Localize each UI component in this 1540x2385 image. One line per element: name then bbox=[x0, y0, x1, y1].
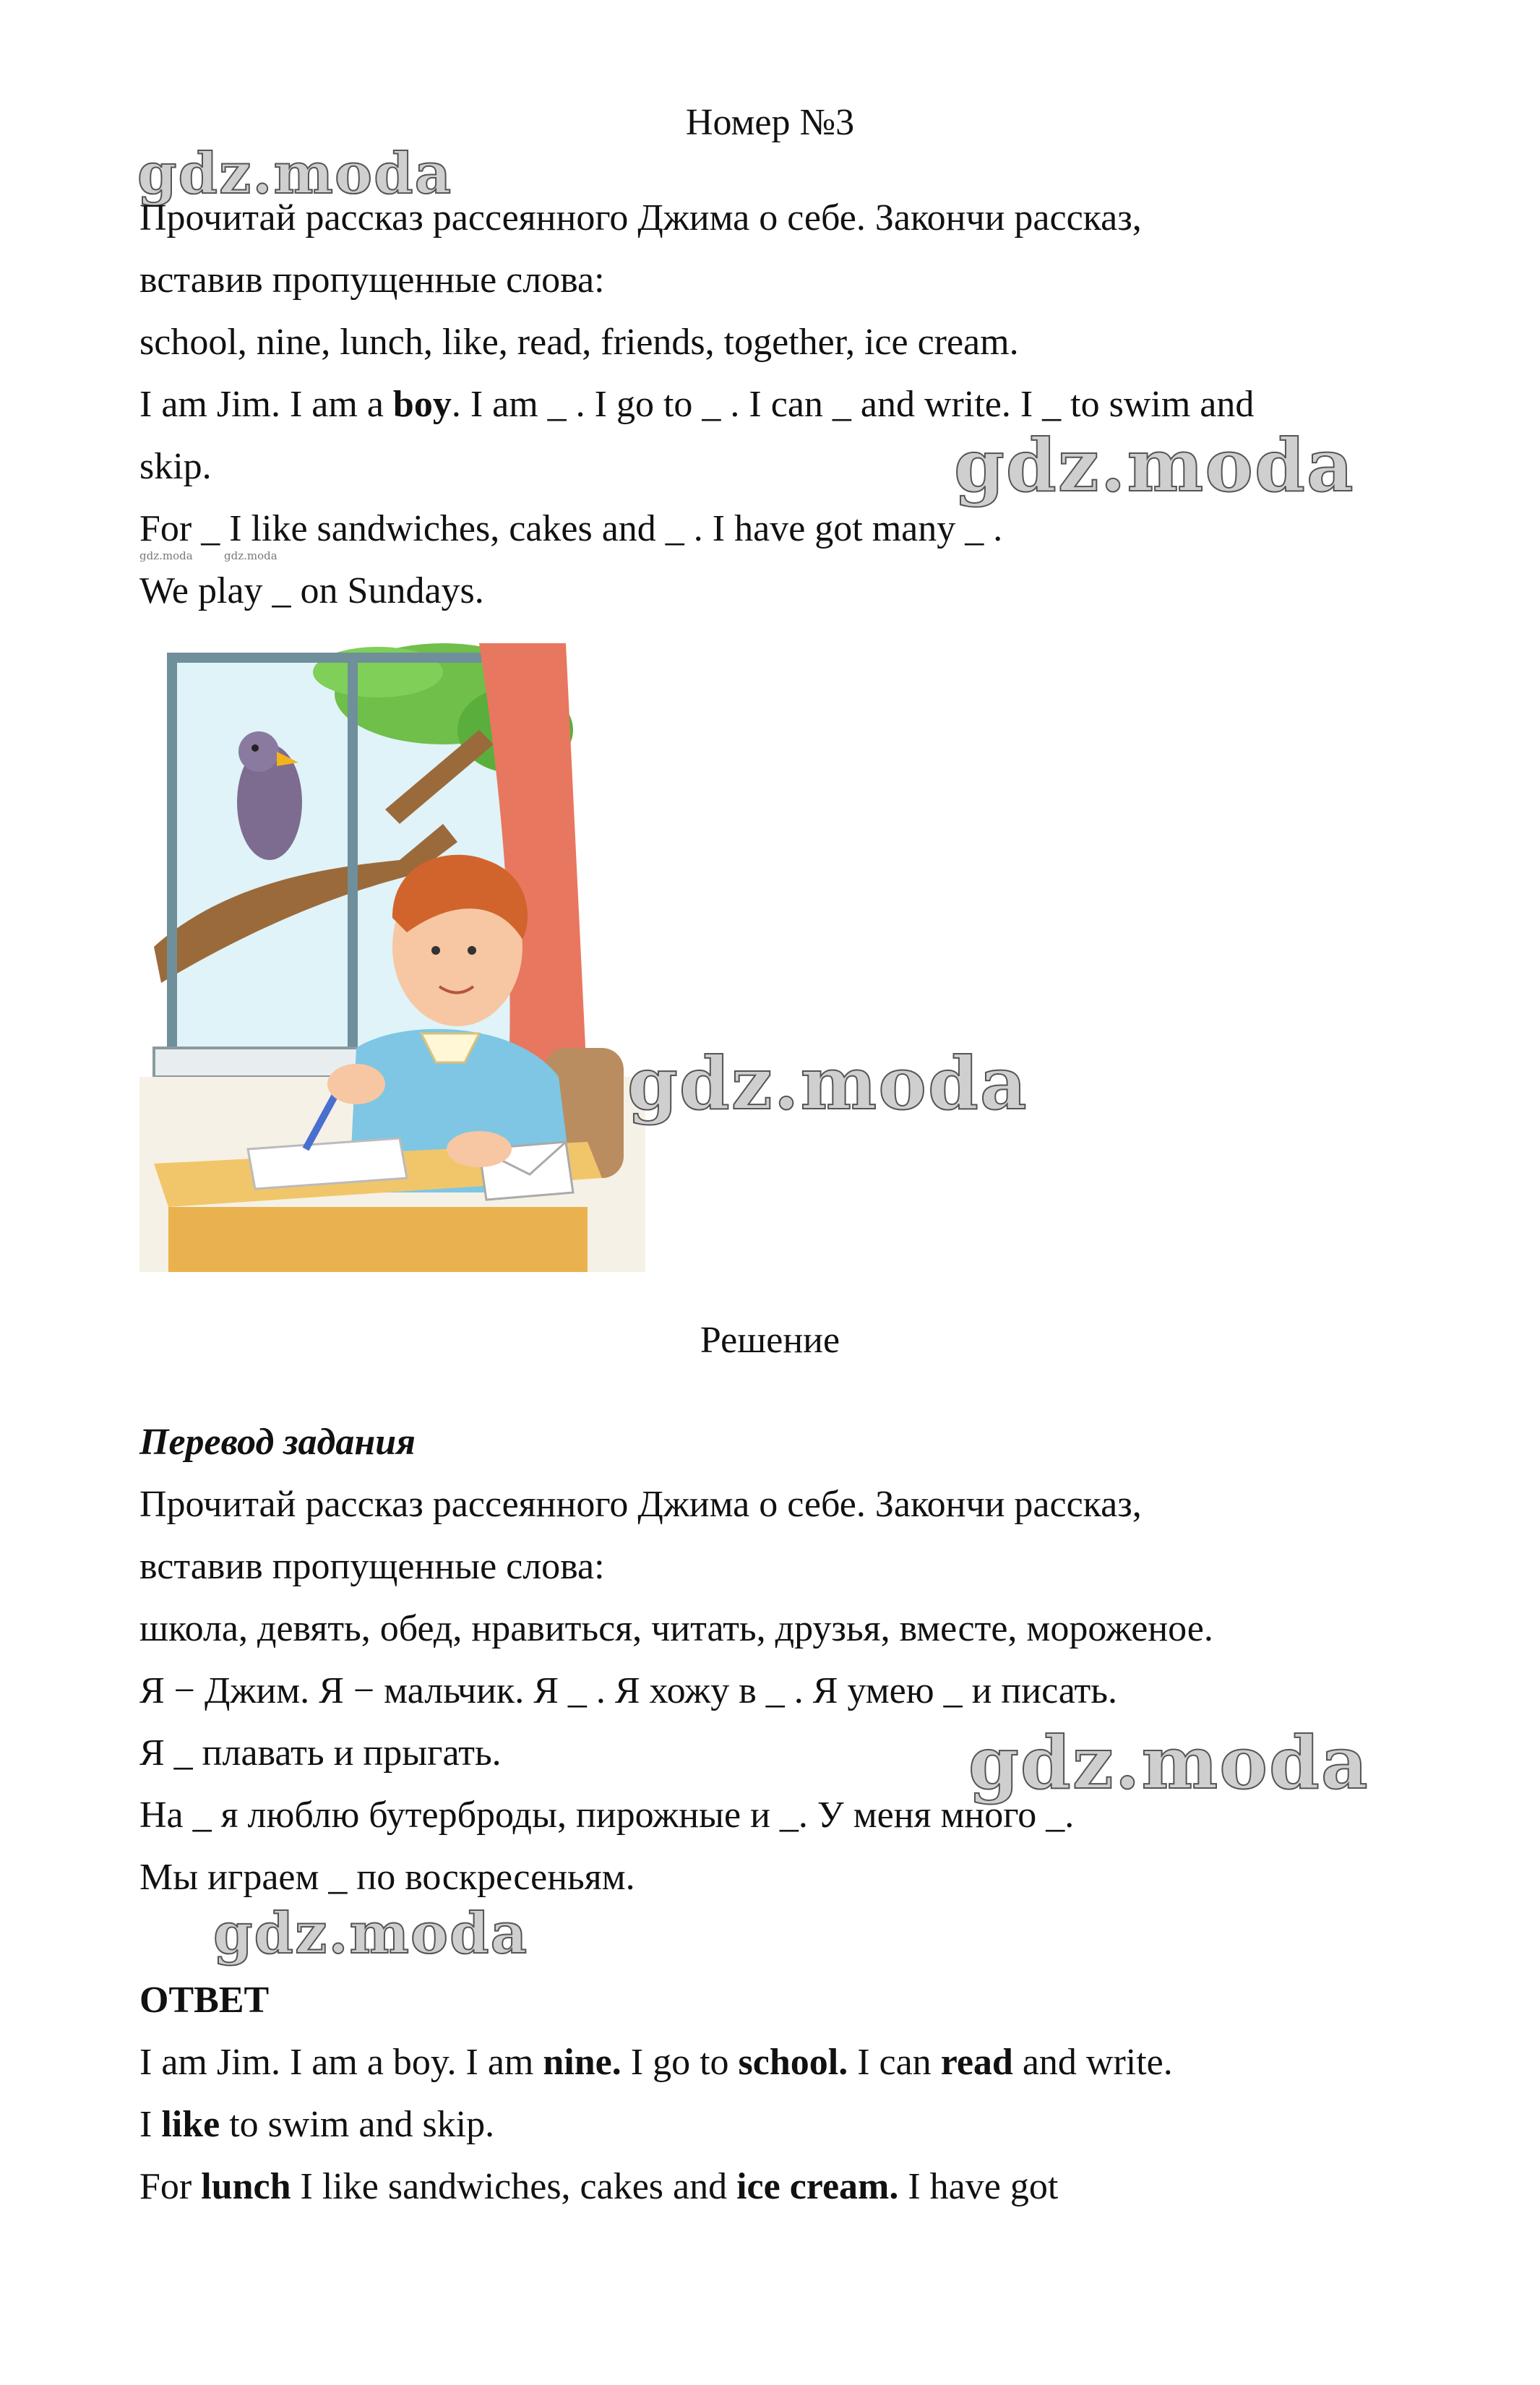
answer-line-2 bbox=[139, 2103, 494, 2146]
answer-filled-word: lunch bbox=[201, 2166, 291, 2207]
answer-text: to swim and skip. bbox=[220, 2104, 495, 2145]
translation-line-4: Мы играем _ по воскресеньям. bbox=[139, 1857, 635, 1898]
boy-writing-illustration bbox=[139, 643, 645, 1272]
solution-title: Решение bbox=[700, 1320, 840, 1361]
answer-line-1 bbox=[139, 2041, 1173, 2084]
answer-filled-word: like bbox=[161, 2104, 220, 2145]
task-title: Номер №3 bbox=[685, 102, 855, 143]
answer-filled-word: nine. bbox=[543, 2042, 621, 2083]
story-bold-word: boy bbox=[392, 384, 452, 425]
answer-text: I bbox=[139, 2104, 162, 2145]
translation-line-1: Я − Джим. Я − мальчик. Я _ . Я хожу в _ . Я умею _ и писать. bbox=[139, 1670, 1117, 1711]
translation-instruction-line2: вставив пропущенные слова: bbox=[139, 1546, 605, 1587]
translation-heading: Перевод задания bbox=[139, 1422, 416, 1463]
watermark-small: gdz.moda bbox=[139, 549, 193, 562]
watermark: gdz.moda bbox=[954, 423, 1355, 508]
watermark-small: gdz.moda bbox=[224, 549, 278, 562]
answer-filled-word: school. bbox=[738, 2042, 848, 2083]
story-line-4: We play _ on Sundays. bbox=[139, 570, 484, 611]
watermark: gdz.moda bbox=[627, 1041, 1028, 1126]
watermark: gdz.moda bbox=[968, 1720, 1369, 1805]
task-word-list: school, nine, lunch, like, read, friends, together, ice cream. bbox=[139, 322, 1019, 363]
translation-line-2: Я _ плавать и прыгать. bbox=[139, 1732, 502, 1774]
answer-text: I have got bbox=[898, 2166, 1059, 2207]
task-instruction-line2: вставив пропущенные слова: bbox=[139, 259, 605, 301]
answer-text: I like sandwiches, cakes and bbox=[291, 2166, 737, 2207]
story-text: . I am _ . I go to _ . I can _ and write. I _ to swim and bbox=[451, 384, 1255, 425]
answer-text: I am Jim. I am a boy. I am bbox=[139, 2042, 543, 2083]
translation-line-3: На _ я люблю бутерброды, пирожные и _. У меня много _. bbox=[139, 1795, 1075, 1836]
answer-text: I go to bbox=[621, 2042, 739, 2083]
answer-text: I can bbox=[848, 2042, 941, 2083]
answer-heading: ОТВЕТ bbox=[139, 1980, 270, 2021]
answer-line-3 bbox=[139, 2165, 1058, 2209]
desk-front bbox=[168, 1207, 588, 1272]
translation-instruction-line1: Прочитай рассказ рассеянного Джима о себе. Закончи рассказ, bbox=[139, 1484, 1142, 1525]
story-line-2: skip. bbox=[139, 446, 212, 487]
task-instruction-line1: Прочитай рассказ рассеянного Джима о себе. Закончи рассказ, bbox=[139, 197, 1142, 239]
story-text: I am Jim. I am a bbox=[139, 384, 393, 425]
watermark: gdz.moda bbox=[213, 1901, 529, 1967]
answer-text: For bbox=[139, 2166, 202, 2207]
answer-filled-word: read bbox=[940, 2042, 1013, 2083]
answer-filled-word: ice cream. bbox=[736, 2166, 899, 2207]
watermark: gdz.moda bbox=[137, 141, 453, 207]
story-line-1 bbox=[139, 383, 1254, 426]
answer-text: and write. bbox=[1012, 2042, 1173, 2083]
story-line-3: For _ I like sandwiches, cakes and _ . I have got many _ . bbox=[139, 508, 1003, 549]
translation-word-list: школа, девять, обед, нравиться, читать, друзья, вместе, мороженое. bbox=[139, 1608, 1213, 1649]
